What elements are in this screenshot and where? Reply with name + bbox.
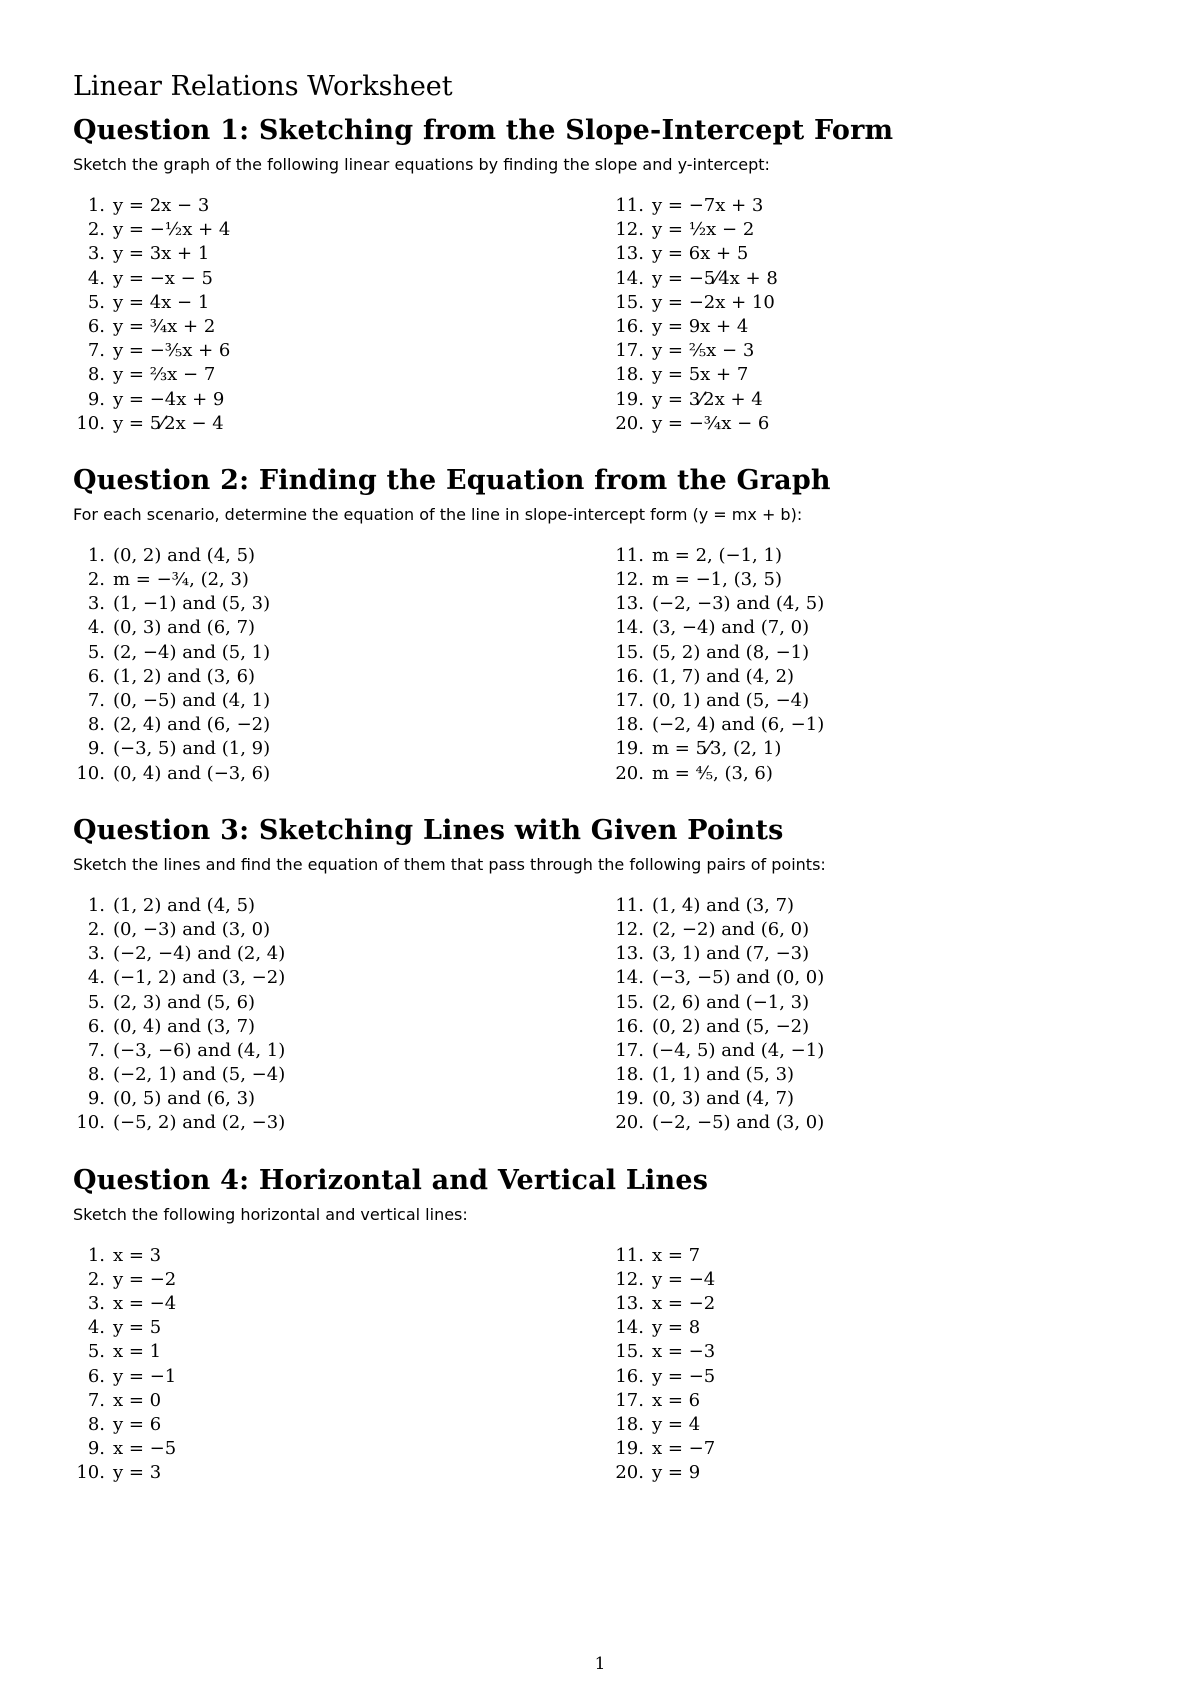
problem-column-left xyxy=(73,544,603,786)
problem-number: 16. xyxy=(615,1365,644,1387)
problem-number: 1. xyxy=(87,544,105,566)
problem-number: 17. xyxy=(615,1039,644,1061)
problem-expression: (0, 4) and (3, 7) xyxy=(113,1015,256,1037)
problem-expression: (−2, −5) and (3, 0) xyxy=(652,1112,825,1134)
problem-item xyxy=(73,242,603,266)
problem-number: 8. xyxy=(87,714,105,736)
problem-column-left xyxy=(73,194,603,436)
problem-item xyxy=(603,1292,1133,1316)
problem-item xyxy=(73,412,603,436)
problem-expression: (2, 6) and (−1, 3) xyxy=(652,991,810,1013)
problem-expression: (0, 1) and (5, −4) xyxy=(652,690,810,711)
problem-number: 14. xyxy=(615,1317,644,1339)
problem-expression: (2, −4) and (5, 1) xyxy=(113,641,271,663)
problem-item xyxy=(603,641,1133,665)
problem-expression: y = −2x + 10 xyxy=(652,291,775,313)
problem-expression: (2, 3) and (5, 6) xyxy=(113,991,256,1013)
problem-item xyxy=(73,592,603,616)
problem-item xyxy=(73,689,603,713)
problem-item xyxy=(603,388,1133,412)
problem-number: 9. xyxy=(87,1438,105,1460)
problem-item xyxy=(603,315,1133,339)
problem-expression: x = −7 xyxy=(652,1438,716,1460)
page-title: Linear Relations Worksheet xyxy=(73,71,453,102)
problem-number: 12. xyxy=(615,219,644,241)
problem-expression: (−3, −5) and (0, 0) xyxy=(652,967,825,989)
problem-item xyxy=(603,1087,1133,1111)
problem-number: 7. xyxy=(87,690,105,711)
problem-item xyxy=(603,737,1133,761)
problem-item xyxy=(73,966,603,990)
problem-expression: (3, −4) and (7, 0) xyxy=(652,617,810,639)
problem-item xyxy=(603,966,1133,990)
problem-number: 9. xyxy=(87,388,105,410)
question-instruction: Sketch the graph of the following linear equations by finding the slope and y-intercept: xyxy=(73,155,770,174)
problem-expression: y = 5x + 7 xyxy=(652,364,749,386)
problem-expression: (0, −5) and (4, 1) xyxy=(113,690,271,711)
problem-expression: y = ¾x + 2 xyxy=(113,315,216,337)
problem-item xyxy=(603,1365,1133,1389)
problem-number: 18. xyxy=(615,1413,644,1435)
problem-number: 14. xyxy=(615,267,644,289)
problem-item xyxy=(73,894,603,918)
problem-number: 3. xyxy=(87,1293,105,1314)
problem-number: 10. xyxy=(76,762,105,784)
problem-expression: (1, 1) and (5, 3) xyxy=(652,1064,795,1086)
problem-columns xyxy=(73,544,1133,786)
problem-expression: x = 6 xyxy=(652,1389,701,1411)
problem-number: 12. xyxy=(615,1268,644,1290)
problem-number: 5. xyxy=(87,291,105,313)
problem-number: 6. xyxy=(87,315,105,337)
problem-expression: (5, 2) and (8, −1) xyxy=(652,641,810,663)
problem-number: 10. xyxy=(76,1462,105,1484)
problem-expression: (1, 2) and (4, 5) xyxy=(113,894,256,916)
problem-item xyxy=(73,315,603,339)
problem-expression: (1, 2) and (3, 6) xyxy=(113,665,256,687)
problem-expression: (0, 4) and (−3, 6) xyxy=(113,762,271,784)
problem-number: 16. xyxy=(615,1015,644,1037)
problem-number: 11. xyxy=(615,1244,644,1266)
problem-number: 5. xyxy=(87,1341,105,1363)
problem-item xyxy=(603,291,1133,315)
problem-item xyxy=(73,1111,603,1135)
problem-item xyxy=(603,1111,1133,1135)
problem-number: 15. xyxy=(615,291,644,313)
problem-number: 3. xyxy=(87,243,105,265)
problem-number: 4. xyxy=(87,967,105,989)
problem-expression: m = 5⁄3, (2, 1) xyxy=(652,738,782,760)
problem-item xyxy=(603,942,1133,966)
problem-expression: (0, 3) and (6, 7) xyxy=(113,617,256,639)
problem-expression: (2, −2) and (6, 0) xyxy=(652,918,810,940)
problem-item xyxy=(603,218,1133,242)
problem-expression: y = 5⁄2x − 4 xyxy=(113,412,224,434)
problem-number: 14. xyxy=(615,967,644,989)
question-heading: Question 1: Sketching from the Slope-Intercept Form xyxy=(73,115,894,146)
problem-expression: y = −5⁄4x + 8 xyxy=(652,267,778,289)
problem-column-right xyxy=(603,194,1133,436)
question-instruction: For each scenario, determine the equation of the line in slope-intercept form (y = mx + b): xyxy=(73,504,803,524)
problem-number: 20. xyxy=(615,1462,644,1484)
problem-number: 7. xyxy=(87,340,105,362)
problem-number: 18. xyxy=(615,1064,644,1086)
problem-number: 14. xyxy=(615,617,644,639)
problem-item xyxy=(603,1461,1133,1485)
problem-number: 15. xyxy=(615,1341,644,1363)
question-section xyxy=(73,1164,1133,1486)
problem-item xyxy=(73,544,603,568)
question-heading: Question 2: Finding the Equation from the Graph xyxy=(73,464,831,496)
problem-expression: y = 2x − 3 xyxy=(113,195,210,216)
problem-expression: (2, 4) and (6, −2) xyxy=(113,714,271,736)
problem-column-right xyxy=(603,1244,1133,1486)
problem-item xyxy=(73,1437,603,1461)
problem-item xyxy=(73,762,603,786)
problem-expression: (−2, 4) and (6, −1) xyxy=(652,714,825,736)
problem-expression: y = 9x + 4 xyxy=(652,315,749,337)
problem-expression: x = −5 xyxy=(113,1438,177,1460)
problem-expression: (−3, 5) and (1, 9) xyxy=(113,738,271,760)
problem-number: 10. xyxy=(76,1112,105,1134)
problem-number: 19. xyxy=(615,1088,644,1110)
problem-number: 5. xyxy=(87,991,105,1013)
problem-item xyxy=(603,1437,1133,1461)
question-instruction: Sketch the lines and find the equation of them that pass through the following pairs of points: xyxy=(73,854,826,874)
problem-number: 11. xyxy=(615,544,644,566)
problem-expression: y = −2 xyxy=(113,1268,177,1290)
problem-expression: y = −¾x − 6 xyxy=(652,412,770,434)
problem-number: 8. xyxy=(87,1064,105,1086)
problem-number: 19. xyxy=(615,738,644,760)
question-section xyxy=(73,464,1133,786)
problem-item xyxy=(73,363,603,387)
problem-expression: (−4, 5) and (4, −1) xyxy=(652,1039,825,1061)
problem-expression: y = 6 xyxy=(113,1413,162,1435)
problem-number: 13. xyxy=(615,243,644,265)
problem-item xyxy=(73,1461,603,1485)
problem-item xyxy=(73,339,603,363)
problem-item xyxy=(73,1413,603,1437)
problem-expression: x = 3 xyxy=(113,1244,162,1266)
problem-number: 13. xyxy=(615,943,644,965)
problem-number: 6. xyxy=(87,1015,105,1037)
problem-number: 2. xyxy=(87,219,105,241)
problem-column-left xyxy=(73,894,603,1136)
problem-expression: (−2, −3) and (4, 5) xyxy=(652,593,825,615)
question-section xyxy=(73,114,1133,436)
problem-number: 6. xyxy=(87,1365,105,1387)
problem-number: 17. xyxy=(615,340,644,362)
problem-item xyxy=(603,242,1133,266)
problem-expression: (−2, 1) and (5, −4) xyxy=(113,1064,286,1086)
problem-columns xyxy=(73,894,1133,1136)
problem-item xyxy=(603,568,1133,592)
problem-item xyxy=(73,1268,603,1292)
problem-expression: x = −4 xyxy=(113,1293,177,1314)
problem-number: 7. xyxy=(87,1039,105,1061)
problem-expression: y = 9 xyxy=(652,1462,701,1484)
problem-item xyxy=(73,291,603,315)
page-number: 1 xyxy=(594,1654,606,1674)
problem-item xyxy=(73,218,603,242)
problem-expression: (−3, −6) and (4, 1) xyxy=(113,1039,286,1061)
problem-item xyxy=(73,713,603,737)
problem-number: 4. xyxy=(87,267,105,289)
problem-item xyxy=(73,665,603,689)
problem-item xyxy=(603,762,1133,786)
problem-item xyxy=(73,616,603,640)
problem-number: 16. xyxy=(615,315,644,337)
problem-number: 20. xyxy=(615,412,644,434)
problem-columns xyxy=(73,1244,1133,1486)
problem-expression: y = ⅖x − 3 xyxy=(652,340,755,362)
problem-item xyxy=(73,1316,603,1340)
problem-expression: (3, 1) and (7, −3) xyxy=(652,943,810,965)
problem-number: 4. xyxy=(87,617,105,639)
problem-expression: y = −4x + 9 xyxy=(113,388,225,410)
problem-number: 1. xyxy=(87,195,105,216)
question-heading: Question 3: Sketching Lines with Given Points xyxy=(73,814,784,846)
problem-item xyxy=(603,665,1133,689)
problem-number: 12. xyxy=(615,569,644,591)
problem-number: 3. xyxy=(87,593,105,615)
problem-expression: (0, 2) and (5, −2) xyxy=(652,1015,810,1037)
problem-item xyxy=(73,267,603,291)
problem-item xyxy=(603,894,1133,918)
problem-item xyxy=(73,942,603,966)
problem-item xyxy=(603,1413,1133,1437)
problem-number: 1. xyxy=(87,1244,105,1266)
problem-item xyxy=(603,1389,1133,1413)
problem-expression: x = 0 xyxy=(113,1389,162,1411)
problem-expression: y = −5 xyxy=(652,1365,716,1387)
question-instruction: Sketch the following horizontal and vertical lines: xyxy=(73,1204,468,1224)
problem-expression: y = 3x + 1 xyxy=(113,243,210,265)
problem-item xyxy=(603,363,1133,387)
problem-expression: y = 5 xyxy=(113,1317,162,1339)
problem-item xyxy=(73,737,603,761)
problem-item xyxy=(603,1340,1133,1364)
problem-item xyxy=(603,1268,1133,1292)
problem-number: 2. xyxy=(87,569,105,591)
problem-number: 9. xyxy=(87,1088,105,1110)
problem-number: 5. xyxy=(87,641,105,663)
problem-expression: x = −3 xyxy=(652,1341,716,1363)
problem-number: 8. xyxy=(87,1413,105,1435)
problem-column-right xyxy=(603,544,1133,786)
problem-expression: y = 4x − 1 xyxy=(113,291,210,313)
problem-expression: y = 3⁄2x + 4 xyxy=(652,388,763,410)
problem-expression: y = 6x + 5 xyxy=(652,243,749,265)
problem-expression: (0, 2) and (4, 5) xyxy=(113,544,256,566)
problem-item xyxy=(603,267,1133,291)
problem-item xyxy=(73,641,603,665)
problem-item xyxy=(73,1365,603,1389)
problem-number: 18. xyxy=(615,364,644,386)
problem-number: 7. xyxy=(87,1389,105,1411)
problem-item xyxy=(73,918,603,942)
problem-number: 20. xyxy=(615,1112,644,1134)
problem-number: 17. xyxy=(615,690,644,711)
problem-number: 9. xyxy=(87,738,105,760)
problem-number: 2. xyxy=(87,918,105,940)
problem-item xyxy=(603,1063,1133,1087)
problem-expression: m = ⅘, (3, 6) xyxy=(652,762,773,784)
problem-item xyxy=(603,713,1133,737)
problem-number: 18. xyxy=(615,714,644,736)
problem-expression: (1, 4) and (3, 7) xyxy=(652,894,795,916)
problem-item xyxy=(73,388,603,412)
problem-item xyxy=(603,544,1133,568)
problem-expression: y = ½x − 2 xyxy=(652,219,755,241)
problem-number: 13. xyxy=(615,593,644,615)
problem-item xyxy=(603,991,1133,1015)
problem-item xyxy=(603,689,1133,713)
problem-item xyxy=(603,1316,1133,1340)
problem-expression: y = 4 xyxy=(652,1413,701,1435)
problem-item xyxy=(73,1087,603,1111)
problem-item xyxy=(603,1039,1133,1063)
problem-expression: y = 8 xyxy=(652,1317,701,1339)
question-heading: Question 4: Horizontal and Vertical Lines xyxy=(73,1164,709,1196)
problem-expression: y = −4 xyxy=(652,1268,716,1290)
problem-number: 10. xyxy=(76,412,105,434)
problem-column-left xyxy=(73,1244,603,1486)
problem-number: 11. xyxy=(615,195,644,216)
problem-expression: (−1, 2) and (3, −2) xyxy=(113,967,286,989)
problem-item xyxy=(603,918,1133,942)
problem-number: 13. xyxy=(615,1293,644,1314)
problem-expression: (1, −1) and (5, 3) xyxy=(113,593,271,615)
problem-number: 15. xyxy=(615,991,644,1013)
problem-number: 1. xyxy=(87,894,105,916)
problem-item xyxy=(73,194,603,218)
problem-expression: y = −⅗x + 6 xyxy=(113,340,231,362)
problem-expression: (−2, −4) and (2, 4) xyxy=(113,943,286,965)
problem-expression: (0, −3) and (3, 0) xyxy=(113,918,271,940)
question-section xyxy=(73,814,1133,1136)
problem-item xyxy=(73,1292,603,1316)
sections-container xyxy=(73,114,1133,1486)
problem-number: 6. xyxy=(87,665,105,687)
problem-expression: m = 2, (−1, 1) xyxy=(652,544,782,566)
problem-expression: y = −½x + 4 xyxy=(113,219,231,241)
problem-expression: y = −1 xyxy=(113,1365,177,1387)
problem-item xyxy=(603,616,1133,640)
problem-number: 15. xyxy=(615,641,644,663)
problem-expression: y = ⅔x − 7 xyxy=(113,364,216,386)
problem-expression: (1, 7) and (4, 2) xyxy=(652,665,795,687)
problem-number: 19. xyxy=(615,1438,644,1460)
problem-number: 4. xyxy=(87,1317,105,1339)
problem-number: 11. xyxy=(615,894,644,916)
problem-number: 8. xyxy=(87,364,105,386)
problem-number: 16. xyxy=(615,665,644,687)
problem-item xyxy=(603,1015,1133,1039)
problem-expression: x = −2 xyxy=(652,1293,716,1314)
problem-expression: y = −x − 5 xyxy=(113,267,213,289)
problem-item xyxy=(73,1015,603,1039)
problem-number: 12. xyxy=(615,918,644,940)
problem-number: 20. xyxy=(615,762,644,784)
problem-item xyxy=(73,568,603,592)
problem-item xyxy=(73,1063,603,1087)
problem-expression: x = 1 xyxy=(113,1341,162,1363)
problem-expression: (−5, 2) and (2, −3) xyxy=(113,1112,286,1134)
problem-item xyxy=(603,412,1133,436)
problem-number: 3. xyxy=(87,943,105,965)
problem-item xyxy=(73,1340,603,1364)
problem-number: 2. xyxy=(87,1268,105,1290)
problem-column-right xyxy=(603,894,1133,1136)
problem-expression: m = −¾, (2, 3) xyxy=(113,569,249,591)
problem-item xyxy=(603,592,1133,616)
problem-expression: (0, 5) and (6, 3) xyxy=(113,1088,256,1110)
problem-item xyxy=(603,1244,1133,1268)
problem-expression: y = 3 xyxy=(113,1462,162,1484)
problem-item xyxy=(73,991,603,1015)
problem-expression: m = −1, (3, 5) xyxy=(652,569,782,591)
problem-number: 17. xyxy=(615,1389,644,1411)
problem-expression: y = −7x + 3 xyxy=(652,195,764,216)
problem-item xyxy=(603,194,1133,218)
problem-item xyxy=(603,339,1133,363)
problem-expression: (0, 3) and (4, 7) xyxy=(652,1088,795,1110)
problem-item xyxy=(73,1244,603,1268)
problem-columns xyxy=(73,194,1133,436)
problem-expression: x = 7 xyxy=(652,1244,701,1266)
problem-item xyxy=(73,1389,603,1413)
worksheet-page xyxy=(73,70,1133,1486)
problem-item xyxy=(73,1039,603,1063)
problem-number: 19. xyxy=(615,388,644,410)
